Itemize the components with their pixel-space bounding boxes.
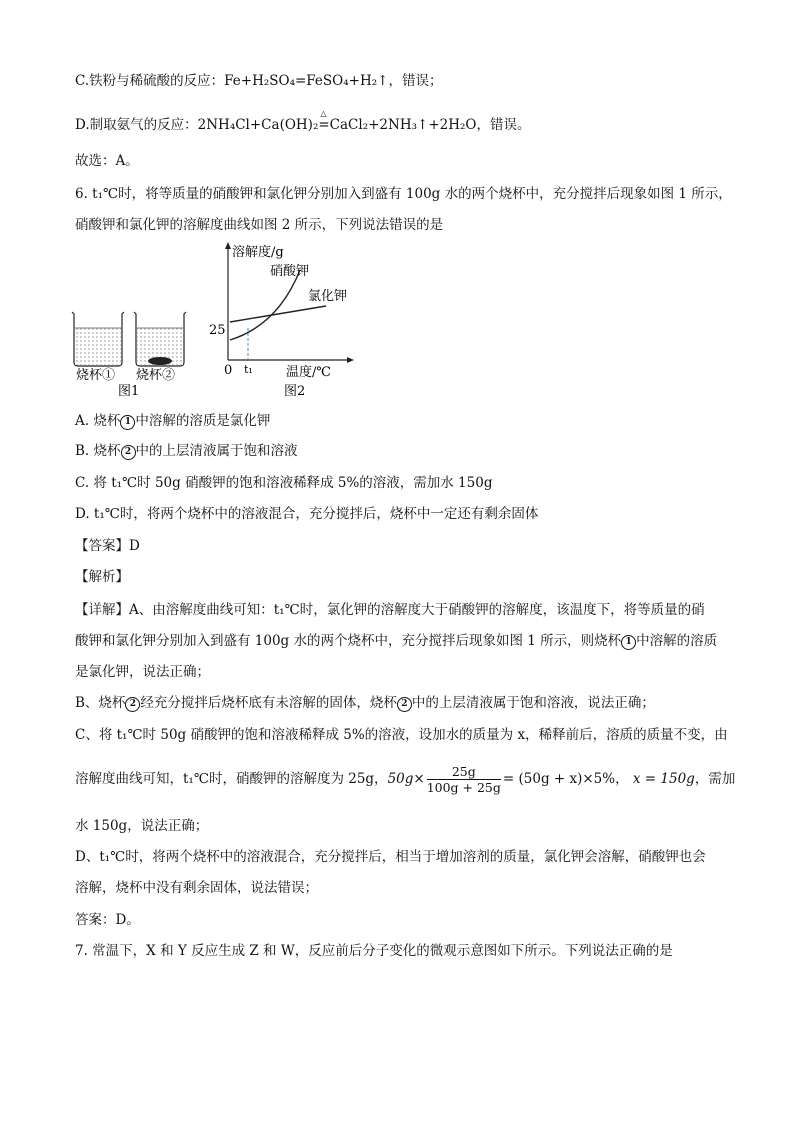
choose-line: 故选：A。	[75, 153, 139, 169]
detail-b-post: 中的上层清液属于饱和溶液，说法正确；	[411, 695, 655, 711]
detail-c-pre: 溶解度曲线可知，t₁℃时，硝酸钾的溶解度为 25g，	[75, 771, 388, 787]
option-b-post: 中的上层清液属于饱和溶液	[135, 443, 298, 459]
x-axis-label: 温度/℃	[286, 365, 331, 380]
detail-a-line1: 【详解】A、由溶解度曲线可知：t₁℃时，氯化钾的溶解度大于硝酸钾的溶解度，该温度下，将等质量的硝	[75, 602, 705, 618]
beaker-2-label: 烧杯②	[136, 368, 176, 383]
beaker-1	[72, 312, 124, 366]
detail-c-post: ，需加	[694, 771, 736, 787]
detail-c-line1: C、将 t₁℃时 50g 硝酸钾的饱和溶液稀释成 5%的溶液，设加水的质量为 x，稀释前后，溶质的质量不变，由	[75, 727, 728, 743]
question-6-figure	[68, 240, 368, 400]
detail-b-mid: 经充分搅拌后烧杯底有未溶解的固体，烧杯	[140, 695, 397, 711]
heat-symbol: △	[320, 109, 327, 118]
option-a-post: 中溶解的溶质是氯化钾	[135, 413, 271, 429]
equation-part-b: = (50g + x)×5%，	[502, 771, 629, 787]
y-axis-arrow	[225, 242, 231, 249]
circled-number: 1	[621, 635, 636, 650]
detail-c-line2	[75, 762, 735, 796]
option-d: D. t₁℃时，将两个烧杯中的溶液混合，充分搅拌后，烧杯中一定还有剩余固体	[75, 506, 539, 522]
beaker-1-label: 烧杯①	[76, 368, 116, 383]
origin-label: 0	[224, 363, 233, 378]
detail-b-pre: B、烧杯	[75, 695, 126, 711]
kno3-label: 硝酸钾	[270, 264, 310, 279]
y-tick-25: 25	[209, 323, 226, 338]
option-a-pre: A. 烧杯	[75, 413, 121, 429]
equation-right: CaCl₂+2NH₃↑+2H₂O	[329, 117, 477, 133]
circled-number: 2	[121, 445, 136, 460]
fraction-numerator: 25g	[427, 764, 501, 780]
analysis-header: 【解析】	[75, 569, 129, 585]
y-axis-label: 溶解度/g	[232, 245, 284, 260]
heat-equals: △ =	[318, 116, 329, 134]
kno3-curve	[230, 270, 300, 340]
question-6-line2: 硝酸钾和氯化钾的溶解度曲线如图 2 所示，下列说法错误的是	[75, 217, 444, 233]
fig1-caption: 图1	[118, 384, 140, 399]
equation-left: 2NH₄Cl+Ca(OH)₂	[197, 117, 319, 133]
equation-part-a: 50g×	[387, 771, 425, 787]
option-d-review	[75, 109, 531, 134]
option-a	[75, 412, 270, 430]
final-answer: 答案：D。	[75, 912, 140, 928]
detail-a-pre: 酸钾和氯化钾分别加入到盛有 100g 水的两个烧杯中，充分搅拌后现象如图 1 所示，则烧杯	[75, 633, 622, 649]
equation-part-c: x = 150g	[632, 771, 695, 787]
fraction-denominator: 100g + 25g	[426, 780, 501, 795]
detail-a-line3: 是氯化钾，说法正确；	[75, 664, 210, 680]
fraction	[427, 764, 501, 795]
question-6-line1: 6. t₁℃时，将等质量的硝酸钾和氯化钾分别加入到盛有 100g 水的两个烧杯中，充分搅拌后现象如图 1 所示，	[75, 186, 732, 202]
option-b-pre: B. 烧杯	[75, 443, 121, 459]
question-7: 7. 常温下，X 和 Y 反应生成 Z 和 W，反应前后分子变化的微观示意图如下所示。下列说法正确的是	[75, 943, 673, 959]
equation-iron-sulfuric: Fe+H₂SO₄=FeSO₄+H₂↑	[224, 73, 389, 89]
undissolved-solid	[148, 357, 172, 365]
detail-d-line2: 溶解，烧杯中没有剩余固体，说法错误；	[75, 880, 318, 896]
detail-b-line	[75, 694, 655, 712]
option-c: C. 将 t₁℃时 50g 硝酸钾的饱和溶液稀释成 5%的溶液，需加水 150g	[75, 475, 493, 491]
circled-number: 1	[120, 415, 135, 430]
option-d-prefix: D.制取氨气的反应：	[75, 117, 198, 133]
detail-a-line2	[75, 632, 717, 650]
option-c-review	[75, 72, 442, 90]
answer-line: 【答案】D	[75, 538, 140, 554]
fig2-caption: 图2	[284, 384, 306, 399]
option-c-prefix: C.铁粉与稀硫酸的反应：	[75, 73, 225, 89]
x-tick-t1: t₁	[244, 363, 253, 376]
detail-d-line1: D、t₁℃时，将两个烧杯中的溶液混合，充分搅拌后，相当于增加溶剂的质量，氯化钾会溶解，硝酸钾也会	[75, 849, 706, 865]
kcl-label: 氯化钾	[308, 289, 348, 304]
x-axis-arrow	[347, 357, 354, 363]
option-c-suffix: ，错误；	[388, 73, 443, 89]
circled-number: 2	[397, 697, 412, 712]
detail-c-line3: 水 150g，说法正确；	[75, 818, 209, 834]
option-d-suffix: ，错误。	[476, 117, 531, 133]
option-b	[75, 442, 298, 460]
beaker-2	[134, 312, 186, 366]
circled-number: 2	[125, 697, 140, 712]
detail-a-post: 中溶解的溶质	[636, 633, 718, 649]
